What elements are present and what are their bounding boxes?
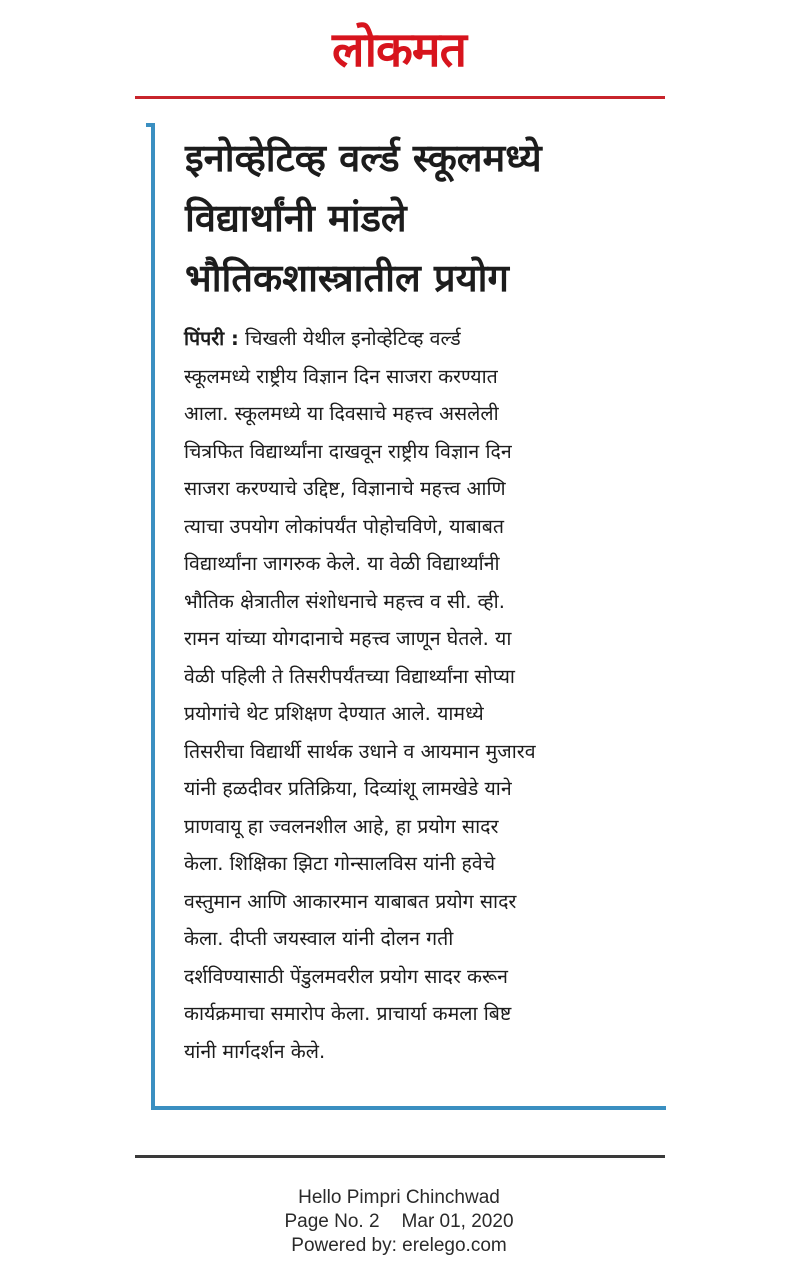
body-line: साजरा करण्याचे उद्दिष्ट, विज्ञानाचे महत्त्व आणि — [184, 477, 506, 500]
body-line: भौतिक क्षेत्रातील संशोधनाचे महत्त्व व सी. व्ही. — [184, 589, 505, 613]
article-body — [184, 320, 646, 1070]
body-line: दर्शविण्यासाठी पेंडुलमवरील प्रयोग सादर करून — [184, 964, 508, 988]
body-line: विद्यार्थ्यांना जागरुक केले. या वेळी विद्यार्थ्यांनी — [184, 552, 500, 575]
body-line: केला. दीप्ती जयस्वाल यांनी दोलन गती — [184, 927, 454, 950]
body-line: प्रयोगांचे थेट प्रशिक्षण देण्यात आले. यामध्ये — [184, 702, 484, 725]
article-headline — [185, 128, 655, 308]
body-line: वस्तुमान आणि आकारमान याबाबत प्रयोग सादर — [184, 889, 517, 913]
body-line: यांनी हळदीवर प्रतिक्रिया, दिव्यांशू लामखेडे याने — [184, 777, 512, 800]
footer-publication: Hello Pimpri Chinchwad — [298, 1187, 500, 1208]
footer-date: Mar 01, 2020 — [401, 1211, 514, 1232]
masthead-divider — [135, 96, 665, 99]
headline-line: विद्यार्थांनी मांडले — [185, 196, 407, 240]
article-dateline: पिंपरी : — [184, 327, 239, 350]
frame-left-border — [151, 123, 155, 1110]
headline-line: भौतिकशास्त्रातील प्रयोग — [185, 256, 509, 300]
headline-line: इनोव्हेटिव्ह वर्ल्ड स्कूलमध्ये — [185, 136, 542, 180]
body-line: यांनी मार्गदर्शन केले. — [184, 1039, 326, 1063]
body-line: त्याचा उपयोग लोकांपर्यंत पोहोचविणे, याबाबत — [184, 514, 505, 538]
body-first-line-text: चिखली येथील इनोव्हेटिव्ह वर्ल्ड — [238, 327, 461, 350]
page-footer — [0, 1186, 798, 1258]
body-line: आला. स्कूलमध्ये या दिवसाचे महत्त्व असलेली — [184, 402, 499, 425]
body-line: रामन यांच्या योगदानाचे महत्त्व जाणून घेतले. या — [184, 627, 512, 650]
footer-page-number: Page No. 2 — [284, 1211, 380, 1232]
body-line: तिसरीचा विद्यार्थी सार्थक उधाने व आयमान मुजारव — [184, 739, 536, 763]
newspaper-logo: लोकमत — [332, 22, 466, 78]
masthead — [0, 22, 798, 78]
body-line: केला. शिक्षिका झिटा गोन्सालविस यांनी हवेचे — [184, 852, 496, 875]
frame-bottom-border — [151, 1106, 666, 1110]
body-line: चित्रफित विद्यार्थ्यांना दाखवून राष्ट्रीय विज्ञान दिन — [184, 439, 512, 463]
body-line: कार्यक्रमाचा समारोप केला. प्राचार्या कमला बिष्ट — [184, 1002, 512, 1025]
body-line: प्राणवायू हा ज्वलनशील आहे, हा प्रयोग सादर — [184, 814, 499, 838]
body-line: स्कूलमध्ये राष्ट्रीय विज्ञान दिन साजरा करण्यात — [184, 364, 498, 388]
footer-powered-by: Powered by: erelego.com — [291, 1235, 507, 1256]
body-line: वेळी पहिली ते तिसरीपर्यंतच्या विद्यार्थ्यांना सोप्या — [184, 664, 515, 688]
footer-divider — [135, 1155, 665, 1158]
body-line — [184, 320, 646, 358]
footer-page-info — [0, 1210, 798, 1234]
